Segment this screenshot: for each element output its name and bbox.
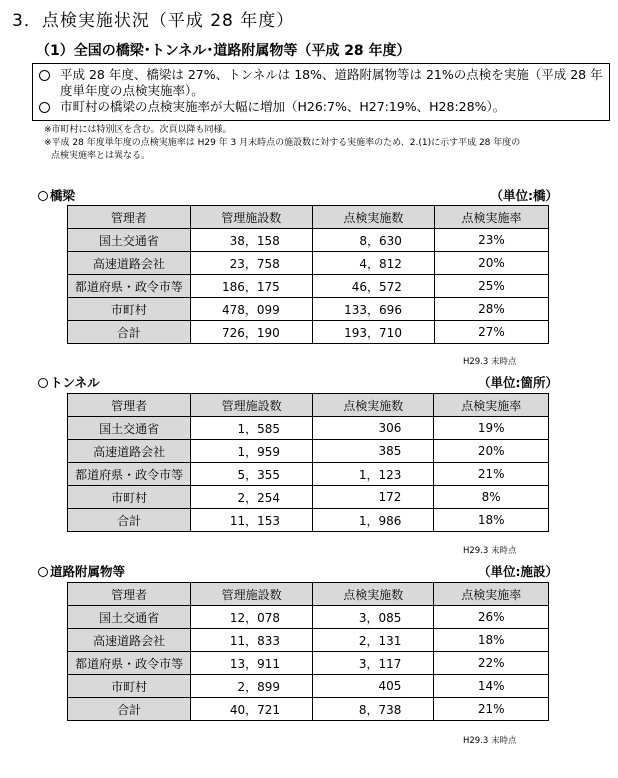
- road-facilities-table-title: 道路附属物等: [50, 564, 126, 579]
- road-facilities-table-header: [38, 562, 558, 580]
- cell-rate: 18%: [434, 629, 549, 652]
- cell-manager: 市町村: [68, 675, 191, 698]
- cell-manager: 合計: [68, 698, 191, 721]
- cell-managed: 12，078: [191, 606, 313, 629]
- column-header: 管理施設数: [191, 394, 313, 417]
- summary-item: [39, 99, 603, 115]
- table-total-row: [68, 698, 549, 721]
- column-header: 管理者: [68, 206, 191, 229]
- cell-inspected: 193，710: [312, 321, 434, 344]
- column-header: 点検実施率: [434, 206, 548, 229]
- cell-manager: 国土交通省: [68, 229, 191, 252]
- cell-inspected: 1，986: [313, 509, 434, 532]
- summary-box: [32, 63, 610, 121]
- cell-manager: 国土交通省: [68, 606, 191, 629]
- bullet-circle-icon: [39, 102, 50, 113]
- road-facilities-table-unit: （単位:施設）: [478, 564, 558, 579]
- column-header: 点検実施数: [313, 394, 434, 417]
- cell-rate: 21%: [434, 463, 549, 486]
- cell-inspected: 2，131: [313, 629, 434, 652]
- bullet-circle-icon: [38, 567, 48, 577]
- cell-managed: 726，190: [190, 321, 312, 344]
- table-row: [68, 652, 549, 675]
- table-total-row: [68, 509, 549, 532]
- cell-rate: 27%: [434, 321, 548, 344]
- page-title: 3．点検実施状況（平成 28 年度）: [12, 11, 295, 31]
- cell-managed: 5，355: [191, 463, 313, 486]
- cell-inspected: 46，572: [312, 275, 434, 298]
- cell-manager: 合計: [68, 509, 191, 532]
- cell-manager: 合計: [68, 321, 191, 344]
- cell-managed: 1，585: [191, 417, 313, 440]
- cell-managed: 11，833: [191, 629, 313, 652]
- cell-inspected: 306: [313, 417, 434, 440]
- table-header-row: [68, 206, 549, 229]
- table-row: [68, 417, 549, 440]
- cell-managed: 2，899: [191, 675, 313, 698]
- cell-inspected: 133，696: [312, 298, 434, 321]
- cell-manager: 市町村: [68, 486, 191, 509]
- table-row: [68, 486, 549, 509]
- road-facilities-table-footnote: H29.3 末時点: [463, 736, 517, 746]
- road-facilities-table: [67, 582, 549, 721]
- cell-manager: 都道府県・政令市等: [68, 652, 191, 675]
- summary-text: 平成 28 年度、橋梁は 27%、トンネルは 18%、道路附属物等は 21%の点検を実施（平成 28 年度単年度の点検実施率）。: [60, 67, 603, 98]
- cell-managed: 11，153: [191, 509, 313, 532]
- bullet-circle-icon: [38, 378, 48, 388]
- table-row: [68, 440, 549, 463]
- column-header: 管理施設数: [190, 206, 312, 229]
- bridge-table: [67, 205, 549, 344]
- cell-inspected: 1，123: [313, 463, 434, 486]
- cell-inspected: 172: [313, 486, 434, 509]
- cell-inspected: 4，812: [312, 252, 434, 275]
- bullet-circle-icon: [39, 70, 50, 81]
- note-text: ※平成 28 年度単年度の点検実施率は H29 年 3 月末時点の施設数に対する実施率のため、2.(1)に示す平成 28 年度の: [44, 138, 521, 148]
- table-row: [68, 629, 549, 652]
- cell-rate: 20%: [434, 440, 549, 463]
- table-total-row: [68, 321, 549, 344]
- cell-manager: 市町村: [68, 298, 191, 321]
- column-header: 点検実施数: [312, 206, 434, 229]
- cell-managed: 38，158: [190, 229, 312, 252]
- cell-managed: 186，175: [190, 275, 312, 298]
- bridge-table-footnote: H29.3 末時点: [463, 357, 517, 367]
- note-text: 点検実施率とは異なる。: [51, 151, 151, 161]
- cell-rate: 22%: [434, 652, 549, 675]
- cell-managed: 23，758: [190, 252, 312, 275]
- table-row: [68, 298, 549, 321]
- cell-rate: 25%: [434, 275, 548, 298]
- tunnel-table-title: トンネル: [50, 375, 100, 390]
- note-text: ※市町村には特別区を含む。次頁以降も同様。: [44, 125, 232, 135]
- column-header: 点検実施数: [313, 583, 434, 606]
- cell-rate: 21%: [434, 698, 549, 721]
- tunnel-table-footnote: H29.3 末時点: [463, 546, 517, 556]
- cell-rate: 18%: [434, 509, 549, 532]
- cell-manager: 高速道路会社: [68, 440, 191, 463]
- cell-rate: 26%: [434, 606, 549, 629]
- cell-manager: 高速道路会社: [68, 252, 191, 275]
- column-header: 管理者: [68, 583, 191, 606]
- cell-rate: 14%: [434, 675, 549, 698]
- table-row: [68, 252, 549, 275]
- notes: [44, 124, 610, 163]
- bridge-table-header: [38, 186, 558, 204]
- cell-inspected: 3，085: [313, 606, 434, 629]
- cell-rate: 8%: [434, 486, 549, 509]
- table-row: [68, 463, 549, 486]
- summary-item: [39, 67, 603, 99]
- cell-inspected: 8，630: [312, 229, 434, 252]
- column-header: 管理者: [68, 394, 191, 417]
- table-row: [68, 275, 549, 298]
- bridge-table-unit: （単位:橋）: [490, 188, 558, 203]
- section-title: （1）全国の橋梁･トンネル･道路附属物等（平成 28 年度）: [36, 43, 411, 59]
- table-row: [68, 606, 549, 629]
- table-row: [68, 675, 549, 698]
- tunnel-table-header: [38, 373, 558, 391]
- cell-inspected: 385: [313, 440, 434, 463]
- cell-managed: 478，099: [190, 298, 312, 321]
- cell-managed: 13，911: [191, 652, 313, 675]
- cell-managed: 2，254: [191, 486, 313, 509]
- column-header: 点検実施率: [434, 394, 549, 417]
- table-row: [68, 229, 549, 252]
- table-header-row: [68, 583, 549, 606]
- cell-rate: 19%: [434, 417, 549, 440]
- table-header-row: [68, 394, 549, 417]
- cell-manager: 都道府県・政令市等: [68, 463, 191, 486]
- cell-rate: 28%: [434, 298, 548, 321]
- cell-managed: 40，721: [191, 698, 313, 721]
- column-header: 点検実施率: [434, 583, 549, 606]
- tunnel-table: [67, 393, 549, 532]
- bullet-circle-icon: [38, 191, 48, 201]
- cell-inspected: 3，117: [313, 652, 434, 675]
- cell-manager: 都道府県・政令市等: [68, 275, 191, 298]
- cell-manager: 高速道路会社: [68, 629, 191, 652]
- bridge-table-title: 橋梁: [50, 188, 76, 203]
- tunnel-table-unit: （単位:箇所）: [478, 375, 558, 390]
- cell-manager: 国土交通省: [68, 417, 191, 440]
- cell-managed: 1，959: [191, 440, 313, 463]
- cell-rate: 23%: [434, 229, 548, 252]
- summary-text: 市町村の橋梁の点検実施率が大幅に増加（H26:7%、H27:19%、H28:28%）。: [60, 99, 506, 114]
- cell-inspected: 8，738: [313, 698, 434, 721]
- column-header: 管理施設数: [191, 583, 313, 606]
- cell-inspected: 405: [313, 675, 434, 698]
- cell-rate: 20%: [434, 252, 548, 275]
